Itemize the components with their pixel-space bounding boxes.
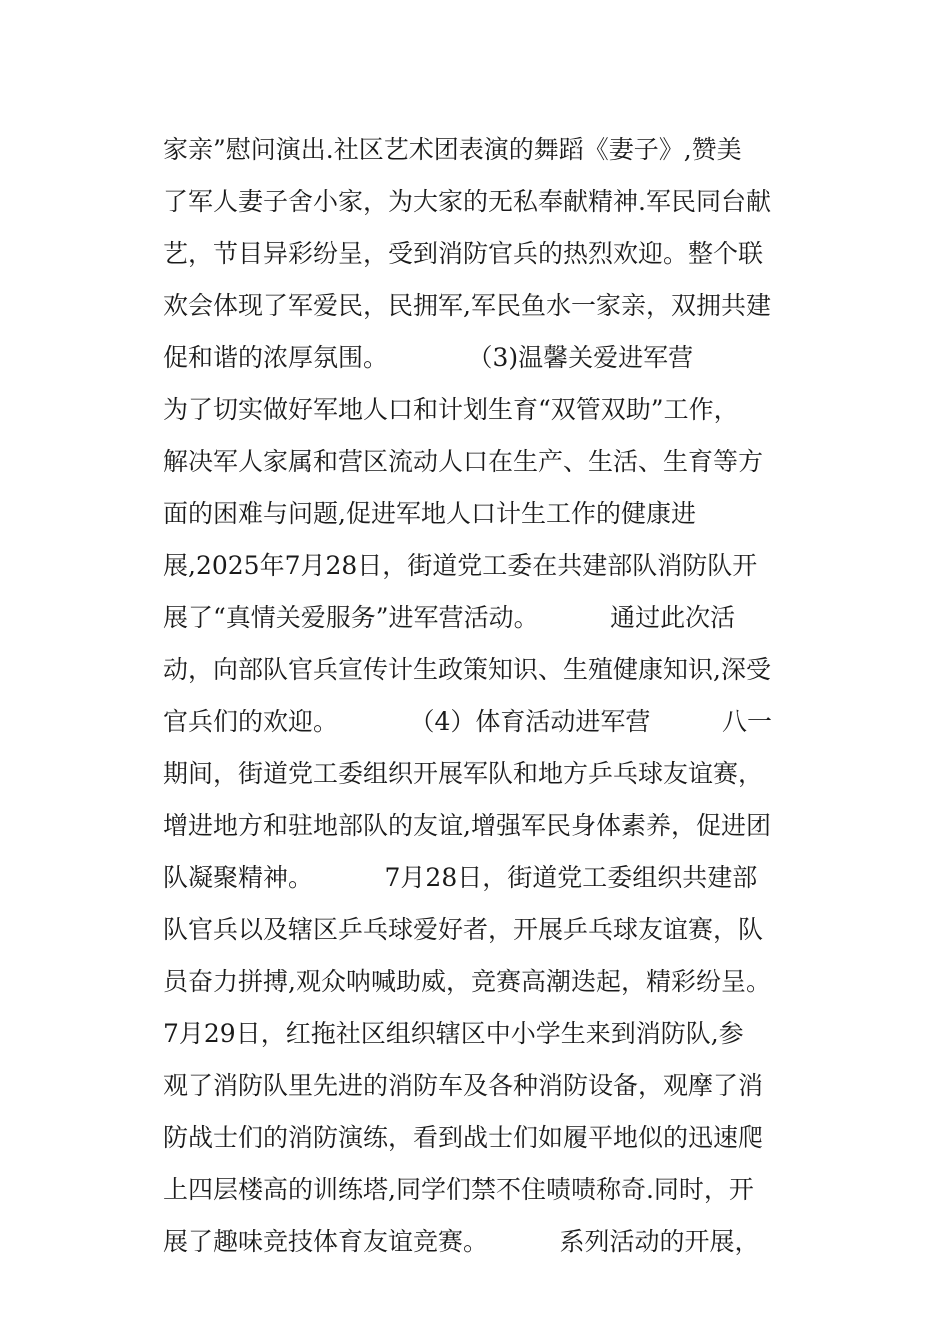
text-line: 欢会体现了军爱民，民拥军,军民鱼水一家亲，双拥共建 <box>163 291 771 320</box>
text-line: 展了“真情关爱服务”进军营活动。 通过此次活 <box>163 603 736 632</box>
text-line: 7月29日，红拖社区组织辖区中小学生来到消防队,参 <box>163 1019 744 1048</box>
text-line: 队官兵以及辖区乒乓球爱好者，开展乒乓球友谊赛，队 <box>163 915 764 944</box>
text-line: 防战士们的消防演练，看到战士们如履平地似的迅速爬 <box>163 1123 764 1152</box>
body-text <box>163 128 803 1272</box>
text-line: 面的困难与问题,促进军地人口计生工作的健康进 <box>163 499 696 528</box>
text-line: 展,2025年7月28日，街道党工委在共建部队消防队开 <box>163 551 758 580</box>
text-line: 动，向部队官兵宣传计生政策知识、生殖健康知识,深受 <box>163 655 771 684</box>
text-line: 增进地方和驻地部队的友谊,增强军民身体素养，促进团 <box>163 811 771 840</box>
text-line: 期间，街道党工委组织开展军队和地方乒乓球友谊赛， <box>163 759 764 788</box>
text-line: 观了消防队里先进的消防车及各种消防设备，观摩了消 <box>163 1071 764 1100</box>
text-line: 促和谐的浓厚氛围。 （3)温馨关爱进军营 <box>163 343 694 372</box>
text-line: 家亲”慰问演出.社区艺术团表演的舞蹈《妻子》,赞美 <box>163 135 742 164</box>
text-line: 艺，节目异彩纷呈，受到消防官兵的热烈欢迎。整个联 <box>163 239 764 268</box>
text-line: 上四层楼高的训练塔,同学们禁不住啧啧称奇.同时，开 <box>163 1175 754 1204</box>
text-line: 展了趣味竞技体育友谊竞赛。 系列活动的开展， <box>163 1227 760 1256</box>
text-line: 为了切实做好军地人口和计划生育“双管双助”工作， <box>163 395 739 424</box>
text-line: 了军人妻子舍小家，为大家的无私奉献精神.军民同台献 <box>163 187 771 216</box>
text-line: 官兵们的欢迎。 （4）体育活动进军营 八一 <box>163 707 772 736</box>
text-line: 解决军人家属和营区流动人口在生产、生活、生育等方 <box>163 447 764 476</box>
text-line: 队凝聚精神。 7月28日，街道党工委组织共建部 <box>163 863 758 892</box>
text-line: 员奋力拼搏,观众呐喊助威，竞赛高潮迭起，精彩纷呈。 <box>163 967 771 996</box>
